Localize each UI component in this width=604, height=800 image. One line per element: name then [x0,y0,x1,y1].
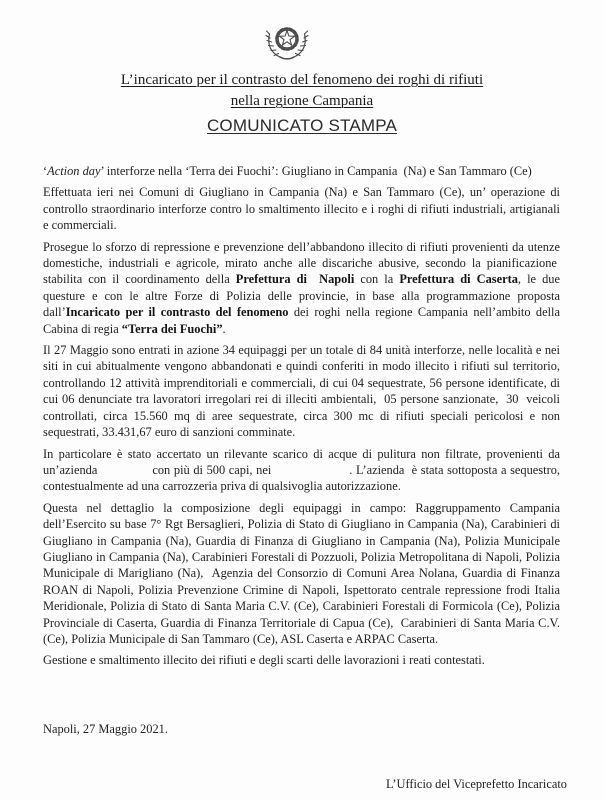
redacted-blank [97,462,152,478]
document-title-line1: L’incaricato per il contrasto del fenomeno dei roghi di rifiuti [120,72,484,88]
signature-office: L’Ufficio del Viceprefetto Incaricato [385,777,567,791]
paragraph-operation-summary: Effettuata ieri nei Comuni di Giugliano in Campania (Na) e San Tammaro (Ce), un’ operazione di controllo straordinario interforze contro lo smaltimento illecito e i roghi di rifiuti industriali, artigianali e commerciali. [43,185,560,233]
document-title-line2: nella regione Campania [230,93,374,109]
press-release-subtitle: COMUNICATO STAMPA [206,116,398,135]
paragraph-offenses: Gestione e smaltimento illecito dei rifiuti e degli scarti delle lavorazioni i reati contestati. [43,653,485,668]
paragraph-operation-results: Il 27 Maggio sono entrati in azione 34 equipaggi per un totale di 84 unità interforze, nelle località e nei siti in cui abitualmente vengono abbandonati e quindi conferiti in modo illecito i rifiuti sul territorio, controllando 12 attività imprenditoriali e commerciali, di cui 04 sequestrate, 56 persone identificate, di cui 06 denunciate tra lavoratori irregolari rei di illeciti ambientali, 05 persone sanzionate, 30 veicoli controllati, circa 15.560 mq di aree sequestrate, circa 300 mc di rifiuti speciali pericolosi e non sequestrati, 33.431,67 euro di sanzioni comminate. [43,343,560,440]
paragraph-coordination: Prosegue lo sforzo di repressione e prevenzione dell’abbandono illecito di rifiuti provenienti da utenze domestiche, industriali e agricole, mirato anche alle discariche abusive, secondo la pianificazione stabilita con il coordinamento della Prefettura di Napoli con la Prefettura di Caserta, le due questure e con le altre Forze di Polizia delle provincie, in base alla programmazione proposta dall’Incaricato per il contrasto del fenomeno dei roghi nella regione Campania nell’ambito della Cabina di regia “Terra dei Fuochi”. [43,239,560,336]
italian-republic-emblem-icon [264,23,310,61]
document-title [43,70,561,112]
paragraph-units-list: Questa nel dettaglio la composizione degli equipaggi in campo: Raggruppamento Campania dell’Esercito su base 7° Rgt Bersaglieri, Polizia di Stato di Giugliano in Campania (Na), Carabinieri di Giugliano in Campania (Na), Guardia di Finanza di Giugliano in Campania (Na), Polizia Municipale Giugliano in Campania (Na), Carabinieri Forestali di Pozzuoli, Polizia Metropolitana di Napoli, Polizia Municipale di Marigliano (Na), Agenzia del Consorzio di Comuni Area Nolana, Guardia di Finanza ROAN di Napoli, Polizia Prevenzione Crimine di Napoli, Ispettorato centrale repressione frodi Italia Meridionale, Polizia di Stato di Santa Maria C.V. (Ce), Carabinieri Forestali di Formicola (Ce), Polizia Provinciale di Caserta, Guardia di Finanza Territoriale di Capua (Ce), Carabinieri di Santa Maria C.V. (Ce), Polizia Municipale di San Tammaro (Ce), ASL Caserta e ARPAC Caserta. [43,500,560,646]
document-header-emblem [0,23,604,66]
document-body [43,163,560,674]
paragraph-action-day: ‘Action day’ interforze nella ‘Terra dei Fuochi’: Giugliano in Campania (Na) e San Tammaro (Ce) [43,164,532,178]
paragraph-seizure-details: In particolare è stato accertato un rilevante scarico di acque di pulitura non filtrate, provenienti da un’azienda con più di 500 capi, nei . L’azienda è stata sottoposta a sequestro, contestualmente ad una carrozzeria priva di qualsivoglia autorizzazione. [43,446,560,494]
redacted-blank [271,462,349,478]
dateline: Napoli, 27 Maggio 2021. [43,722,168,736]
